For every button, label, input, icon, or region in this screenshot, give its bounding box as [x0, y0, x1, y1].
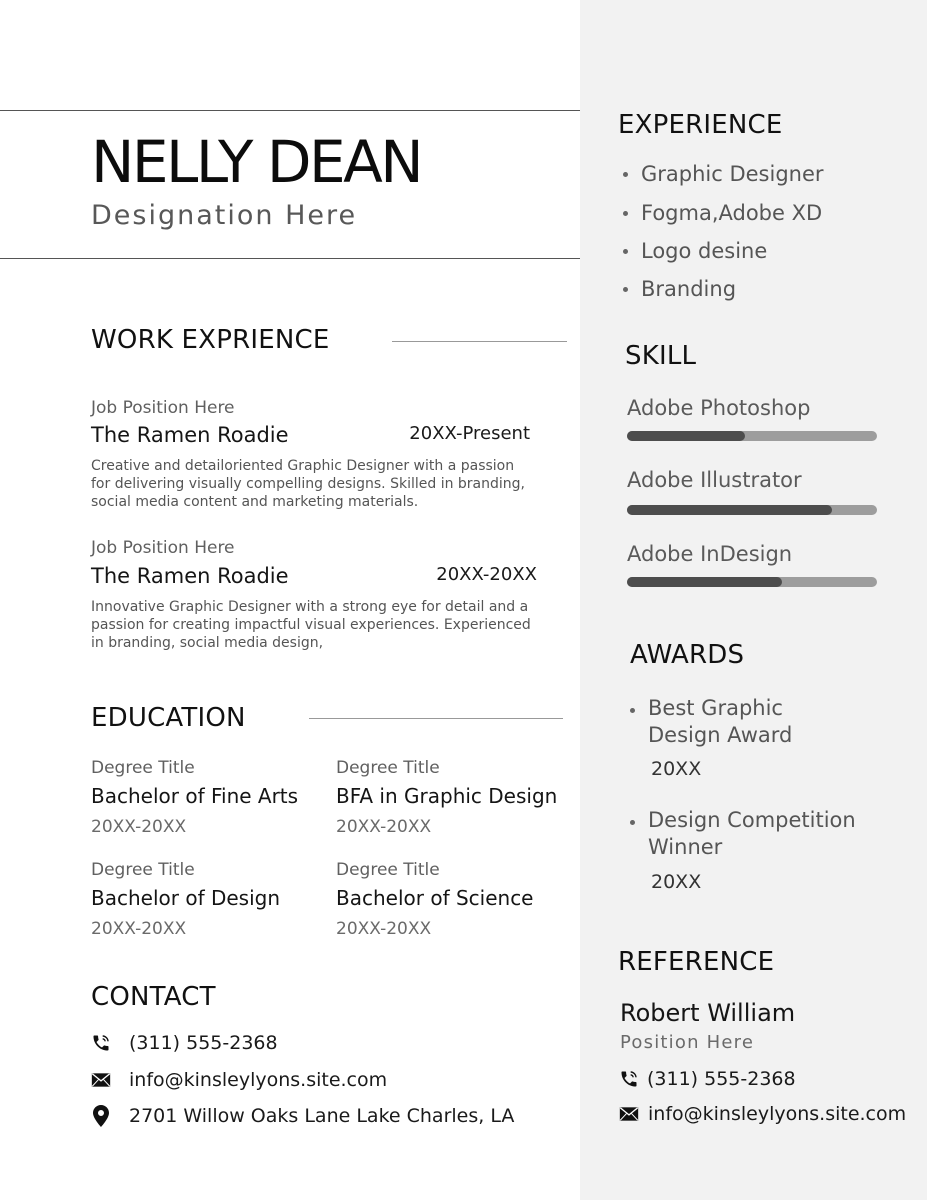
job-company: The Ramen Roadie	[91, 564, 289, 588]
skill-bar-track	[627, 505, 877, 515]
experience-item	[623, 239, 767, 263]
skill-bar-fill	[627, 431, 745, 441]
work-experience-heading: WORK EXPRIENCE	[91, 325, 330, 355]
reference-email-row	[619, 1103, 906, 1125]
contact-heading: CONTACT	[91, 982, 216, 1012]
job-dates: 20XX-Present	[409, 423, 530, 444]
contact-email[interactable]: info@kinsleylyons.site.com	[129, 1069, 388, 1091]
job-position: Job Position Here	[91, 398, 235, 418]
degree-title: Bachelor of Fine Arts	[91, 784, 299, 808]
education-heading: EDUCATION	[91, 703, 246, 733]
bullet-icon	[630, 820, 635, 825]
job-dates: 20XX-20XX	[436, 564, 537, 585]
education-rule	[309, 718, 563, 719]
degree-label: Degree Title	[336, 860, 440, 880]
degree-dates: 20XX-20XX	[91, 919, 187, 939]
experience-heading: EXPERIENCE	[618, 110, 783, 140]
skill-name: Adobe Photoshop	[627, 396, 811, 420]
skill-bar-track	[627, 431, 877, 441]
skill-bar-fill	[627, 577, 782, 587]
job-description: Innovative Graphic Designer with a strong eye for detail and a passion for creating impactful visual experiences. Experienced in branding, social media design,	[91, 599, 531, 651]
phone-icon	[619, 1069, 639, 1089]
reference-name: Robert William	[620, 999, 796, 1027]
degree-label: Degree Title	[336, 758, 440, 778]
reference-phone-row	[619, 1068, 796, 1090]
award-year: 20XX	[651, 758, 702, 780]
experience-item-label: Fogma,Adobe XD	[641, 201, 823, 225]
contact-email-row	[91, 1069, 387, 1091]
experience-item	[623, 162, 824, 186]
candidate-designation: Designation Here	[91, 200, 358, 231]
experience-item-label: Logo desine	[641, 239, 768, 263]
bullet-icon	[623, 249, 628, 254]
envelope-icon	[91, 1070, 111, 1090]
degree-dates: 20XX-20XX	[91, 817, 187, 837]
header-bottom-rule	[0, 258, 580, 259]
degree-title: Bachelor of Design	[91, 886, 281, 910]
header-top-rule	[0, 110, 580, 111]
bullet-icon	[623, 211, 628, 216]
skill-bar-fill	[627, 505, 832, 515]
job-position: Job Position Here	[91, 538, 235, 558]
contact-address-row	[91, 1105, 514, 1127]
skill-bar-track	[627, 577, 877, 587]
award-title: Design Competition Winner	[648, 808, 856, 859]
job-company: The Ramen Roadie	[91, 423, 289, 447]
experience-item-label: Branding	[641, 277, 737, 301]
degree-label: Degree Title	[91, 860, 195, 880]
experience-item-label: Graphic Designer	[641, 162, 824, 186]
bullet-icon	[623, 172, 628, 177]
map-pin-icon	[91, 1106, 111, 1126]
candidate-name: NELLY DEAN	[91, 128, 422, 196]
awards-heading: AWARDS	[630, 640, 745, 670]
phone-icon	[91, 1033, 111, 1053]
bullet-icon	[630, 708, 635, 713]
award-title: Best Graphic Design Award	[648, 696, 793, 747]
reference-position: Position Here	[620, 1032, 755, 1053]
skill-name: Adobe Illustrator	[627, 468, 802, 492]
job-description: Creative and detailoriented Graphic Designer with a passion for delivering visually compelling designs. Skilled in branding, social media content and marketing materials.	[91, 458, 525, 510]
envelope-icon	[619, 1104, 639, 1124]
skill-name: Adobe InDesign	[627, 542, 793, 566]
reference-phone[interactable]: (311) 555-2368	[647, 1068, 796, 1090]
degree-label: Degree Title	[91, 758, 195, 778]
experience-item	[623, 277, 736, 301]
contact-phone[interactable]: (311) 555-2368	[129, 1032, 278, 1054]
reference-heading: REFERENCE	[618, 947, 775, 977]
experience-item	[623, 201, 822, 225]
degree-dates: 20XX-20XX	[336, 817, 432, 837]
reference-email[interactable]: info@kinsleylyons.site.com	[648, 1103, 907, 1125]
work-experience-rule	[392, 341, 567, 342]
contact-phone-row	[91, 1032, 278, 1054]
bullet-icon	[623, 287, 628, 292]
degree-title: Bachelor of Science	[336, 886, 534, 910]
award-year: 20XX	[651, 871, 702, 893]
degree-dates: 20XX-20XX	[336, 919, 432, 939]
contact-address: 2701 Willow Oaks Lane Lake Charles, LA	[129, 1105, 515, 1127]
degree-title: BFA in Graphic Design	[336, 784, 558, 808]
skill-heading: SKILL	[625, 341, 697, 371]
